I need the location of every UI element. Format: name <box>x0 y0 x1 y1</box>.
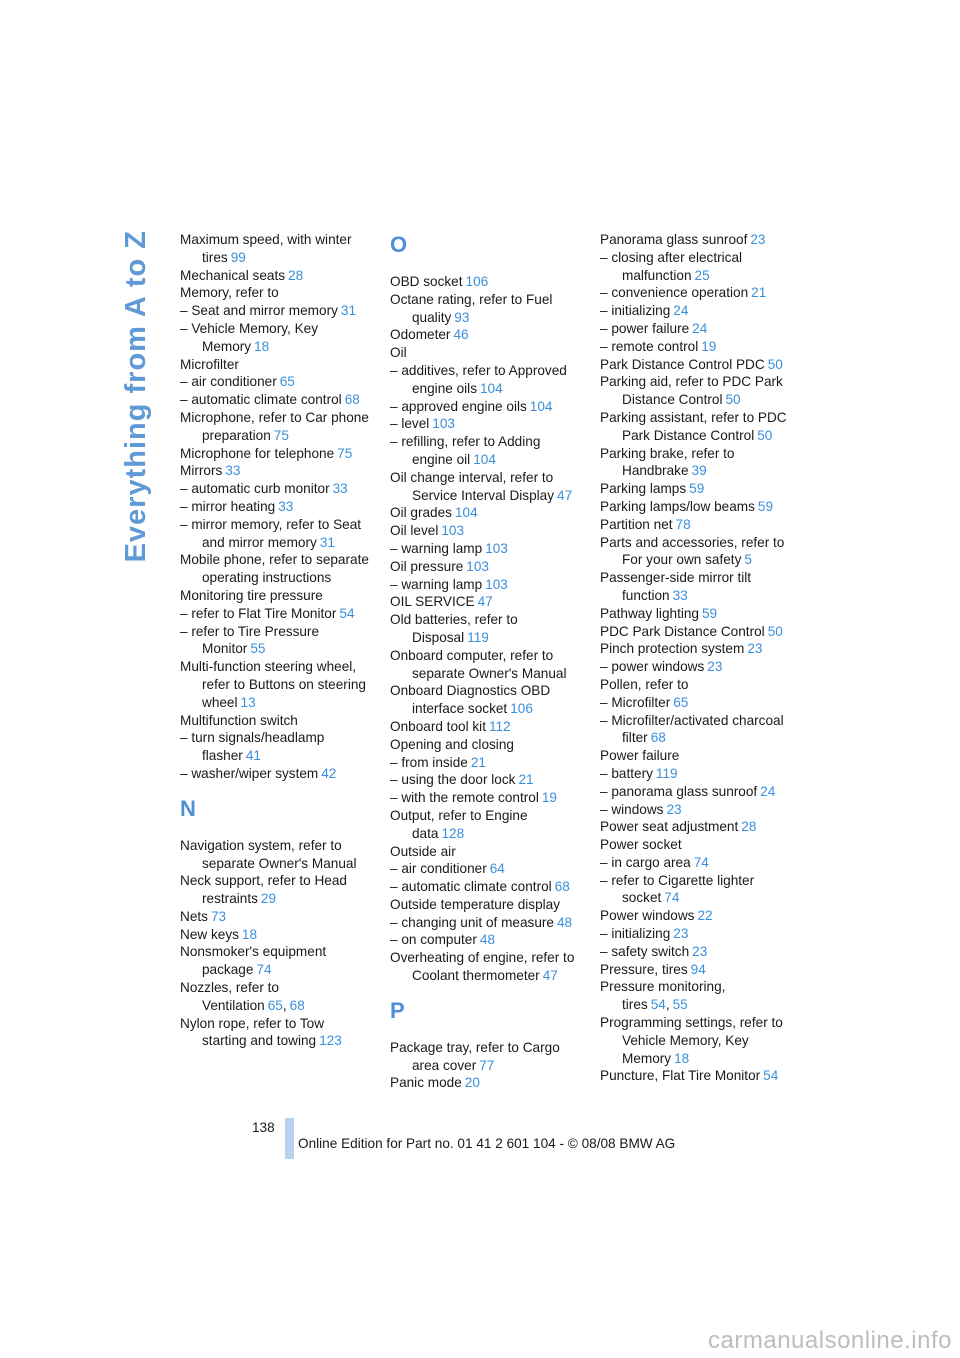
page-reference-link[interactable]: 24 <box>673 303 689 319</box>
index-entry-text: Puncture, Flat Tire Monitor <box>600 1068 761 1084</box>
page-reference-link[interactable]: 47 <box>557 487 573 503</box>
page-reference-link[interactable]: 50 <box>767 623 783 639</box>
page-reference-link[interactable]: 50 <box>725 392 741 408</box>
index-column-2 <box>390 231 580 1092</box>
page-reference-link[interactable]: 59 <box>757 498 774 514</box>
index-entry-text: – Microfilter <box>600 694 671 710</box>
index-entry <box>180 516 370 552</box>
index-entry <box>180 605 370 623</box>
index-entry <box>180 551 370 587</box>
page-reference-link[interactable]: 46 <box>453 327 469 343</box>
page-reference-link[interactable]: 23 <box>707 659 723 675</box>
index-entry-text: Multi-function steering wheel, refer to Buttons on steering wheel <box>180 659 366 710</box>
index-entry <box>180 356 370 374</box>
page-reference-link[interactable]: 42 <box>321 765 337 781</box>
index-entry <box>180 908 370 926</box>
index-entry <box>180 391 370 409</box>
index-entry <box>600 338 790 356</box>
index-entry <box>180 623 370 659</box>
index-entry-text: – initializing <box>600 303 671 319</box>
page-number: 138 <box>252 1120 275 1135</box>
page-reference-link[interactable]: 50 <box>757 427 773 443</box>
index-entry <box>180 729 370 765</box>
index-entry <box>390 415 580 433</box>
index-entry-text: Outside air <box>390 843 456 859</box>
index-entry-text: Output, refer to Engine data <box>390 807 528 841</box>
index-entry-text: Opening and closing <box>390 736 514 752</box>
index-entry <box>180 587 370 605</box>
page-reference-link[interactable]: 104 <box>473 451 496 467</box>
index-entry <box>390 647 580 683</box>
index-entry-text: – approved engine oils <box>390 398 527 414</box>
page-reference-link[interactable]: 106 <box>510 701 533 717</box>
index-entry <box>600 907 790 925</box>
index-entry-text: Monitoring tire pressure <box>180 587 323 603</box>
index-entry-text: – battery <box>600 765 653 781</box>
footer-accent-bar <box>285 1118 294 1159</box>
page-reference-link[interactable]: 119 <box>467 629 489 645</box>
index-entry <box>600 623 790 641</box>
index-entry <box>180 658 370 711</box>
index-entry <box>600 836 790 854</box>
index-entry-text: OBD socket <box>390 274 463 289</box>
page-reference-link[interactable]: 74 <box>664 890 680 906</box>
page-reference-link[interactable]: 48 <box>479 932 496 948</box>
index-entry <box>600 961 790 979</box>
index-entry <box>600 818 790 836</box>
index-entry-text: Microfilter <box>180 356 239 372</box>
index-entry <box>390 1039 580 1075</box>
index-entry-text: – mirror memory, refer to Seat and mirror memory <box>180 516 362 550</box>
index-entry-text: – warning lamp <box>390 576 483 592</box>
index-entry <box>390 576 580 594</box>
page-reference-link[interactable]: 19 <box>541 790 557 806</box>
index-entry <box>390 326 580 344</box>
index-entry-text: Mechanical seats <box>180 267 286 283</box>
index-entry <box>180 373 370 391</box>
index-entry <box>600 605 790 623</box>
index-entry <box>600 445 790 481</box>
index-entry-text: Old batteries, refer to Disposal <box>390 612 518 645</box>
index-entry-text: Package tray, refer to Cargo area cover <box>390 1039 560 1073</box>
index-entry <box>390 398 580 416</box>
index-entry-text: – automatic curb monitor <box>180 481 330 497</box>
index-entry-text: Park Distance Control PDC <box>600 356 765 372</box>
page-reference-link[interactable]: 41 <box>245 748 261 764</box>
index-entry <box>180 267 370 285</box>
index-entry-text: Parking assistant, refer to PDC Park Distance Control <box>600 409 787 443</box>
index-entry <box>390 593 580 611</box>
page-reference-link[interactable]: 23 <box>692 943 708 959</box>
index-entry <box>390 896 580 914</box>
page-reference-link[interactable]: 18 <box>241 926 258 942</box>
page-reference-link[interactable]: 33 <box>332 481 348 497</box>
index-entry-text: – automatic climate control <box>180 392 342 408</box>
index-entry-text: – warning lamp <box>390 540 483 556</box>
index-entry-text: Nonsmoker's equipment package <box>180 944 327 978</box>
index-entry-text: Pressure, tires <box>600 961 688 977</box>
index-entry-text: Parts and accessories, refer to For your own safety <box>600 534 785 568</box>
index-entry <box>390 949 580 985</box>
index-entry <box>180 1015 370 1051</box>
index-entry-text: Neck support, refer to Head restraints <box>180 873 347 907</box>
page-reference-link[interactable]: 93 <box>454 309 470 325</box>
page-reference-link[interactable]: 77 <box>479 1057 495 1073</box>
index-entry-text: Programming settings, refer to Vehicle Memory, Key Memory <box>600 1015 783 1066</box>
index-entry <box>600 712 790 748</box>
index-entry-text: – level <box>390 416 430 432</box>
index-column-1 <box>180 231 370 1050</box>
index-entry <box>600 676 790 694</box>
index-entry <box>390 789 580 807</box>
section-letter-heading: P <box>390 997 405 1023</box>
index-entry <box>180 462 370 480</box>
page-reference-link[interactable]: 54 <box>763 1068 779 1084</box>
index-entry <box>600 284 790 302</box>
index-entry-text: – additives, refer to Approved engine oils <box>390 362 567 396</box>
index-entry <box>390 344 580 362</box>
page-reference-link[interactable]: 65 <box>267 997 283 1013</box>
index-entry-text: Multifunction switch <box>180 712 298 728</box>
index-entry <box>390 611 580 647</box>
index-entry <box>600 498 790 516</box>
index-entry-text: – safety switch <box>600 943 690 959</box>
index-entry <box>600 373 790 409</box>
page-reference-link[interactable]: 21 <box>470 754 486 770</box>
index-entry: Nozzles, refer to Ventilation 65, 68 <box>180 980 305 1013</box>
index-entry: Pressure monitoring, tires 54, 55 <box>600 979 726 1013</box>
index-entry-text: – Microfilter/activated charcoal filter <box>600 712 784 746</box>
page-reference-link[interactable]: 21 <box>751 285 767 301</box>
index-entry-text: Onboard computer, refer to separate Owner's Manual <box>390 647 567 681</box>
page-reference-link[interactable]: 94 <box>690 961 706 977</box>
index-entry <box>390 771 580 789</box>
index-entry-text: – initializing <box>600 926 671 942</box>
index-column-3 <box>600 231 790 1085</box>
index-entry-text: Parking lamps/low beams <box>600 498 755 514</box>
index-entry-text: – refer to Flat Tire Monitor <box>180 605 337 621</box>
index-entry-text: Onboard tool kit <box>390 718 486 734</box>
index-entry <box>180 498 370 516</box>
index-entry-text: Parking lamps <box>600 481 687 497</box>
index-entry-text: Power seat adjustment <box>600 819 739 835</box>
page-reference-link[interactable]: 33 <box>672 587 688 603</box>
page-reference-link[interactable]: 54 <box>650 997 666 1013</box>
index-entry <box>600 356 790 374</box>
page-reference-link[interactable]: 31 <box>319 534 335 550</box>
index-entry <box>600 925 790 943</box>
page-reference-link[interactable]: 28 <box>741 819 757 835</box>
index-entry <box>390 931 580 949</box>
index-entry-text: Pathway lighting <box>600 605 699 621</box>
index-entry <box>180 320 370 356</box>
page-reference-link[interactable]: 25 <box>694 267 710 283</box>
index-entry <box>180 837 370 873</box>
index-entry <box>180 302 370 320</box>
page-reference-link[interactable]: 28 <box>288 267 304 283</box>
index-entry-text: Nylon rope, refer to Tow starting and towing <box>180 1015 325 1049</box>
index-entry-text: Navigation system, refer to separate Owner's Manual <box>180 837 357 871</box>
index-entry <box>600 320 790 338</box>
index-entry-text: New keys <box>180 926 239 942</box>
page-reference-link[interactable]: 54 <box>339 605 355 621</box>
page-reference-link[interactable]: 99 <box>230 249 246 265</box>
index-entry <box>390 1074 580 1092</box>
page-reference-link[interactable]: 47 <box>477 594 493 610</box>
index-entry <box>600 872 790 908</box>
page-reference-link[interactable]: 23 <box>747 641 763 657</box>
page-reference-link[interactable]: 104 <box>529 398 553 414</box>
index-entry-text: Nets <box>180 908 208 924</box>
section-letter-heading: O <box>390 232 408 257</box>
index-entry <box>390 914 580 932</box>
index-entry-text: Oil change interval, refer to Service Interval Display <box>390 469 555 503</box>
index-entry <box>600 658 790 676</box>
page-reference-link[interactable]: 104 <box>454 505 478 521</box>
index-entry <box>600 943 790 961</box>
index-entry <box>390 860 580 878</box>
side-title-text: Everything from A to Z <box>119 230 152 563</box>
index-entry <box>390 433 580 469</box>
page-reference-link[interactable]: 22 <box>697 908 713 924</box>
watermark: carmanualsonline.info <box>708 1327 952 1354</box>
index-entry-text: Microphone for telephone <box>180 445 335 461</box>
index-entry-text: – air conditioner <box>390 861 487 877</box>
index-entry-text: Oil <box>390 345 407 361</box>
page-reference-link[interactable]: 73 <box>210 908 227 924</box>
page-reference-link[interactable]: 19 <box>701 338 717 354</box>
index-entry <box>600 694 790 712</box>
index-entry <box>390 754 580 772</box>
index-entry-text: Onboard Diagnostics OBD interface socket <box>390 683 551 717</box>
index-entry-text: OIL SERVICE <box>390 594 475 610</box>
index-entry-text: – remote control <box>600 338 699 354</box>
index-entry-text: – Seat and mirror memory <box>180 303 338 319</box>
page-reference-link[interactable]: 103 <box>485 540 508 556</box>
page-reference-link[interactable]: 64 <box>489 861 505 877</box>
page-reference-link[interactable]: 75 <box>337 445 353 461</box>
index-entry-text: – power windows <box>600 659 705 675</box>
page-reference-link[interactable]: 68 <box>344 392 360 408</box>
index-entry-text: – power failure <box>600 320 690 336</box>
index-entry-text: Odometer <box>390 327 451 343</box>
index-entry <box>600 231 790 249</box>
index-entry-text: – mirror heating <box>180 498 276 514</box>
index-entry <box>390 362 580 398</box>
page-reference-link[interactable]: 33 <box>278 498 294 514</box>
index-entry <box>600 783 790 801</box>
index-entry <box>600 302 790 320</box>
index-entry-text: – refer to Cigarette lighter socket <box>600 872 755 906</box>
index-entry <box>180 765 370 783</box>
page-reference-link[interactable]: 18 <box>674 1050 690 1066</box>
index-entry-text: – refer to Tire Pressure Monitor <box>180 623 320 657</box>
index-entry-text: Octane rating, refer to Fuel quality <box>390 291 553 325</box>
index-entry <box>600 747 790 765</box>
index-entry <box>180 872 370 908</box>
index-entry-text: Microphone, refer to Car phone preparation <box>180 409 369 443</box>
page-reference-link[interactable]: 112 <box>488 718 511 734</box>
page-reference-link[interactable]: 55 <box>672 997 688 1013</box>
page-reference-link[interactable]: 78 <box>675 516 691 532</box>
index-entry <box>180 231 370 267</box>
page-reference-link[interactable]: 23 <box>673 926 689 942</box>
index-entry <box>180 445 370 463</box>
index-entry-text: Pinch protection system <box>600 641 745 657</box>
index-entry-text: Panic mode <box>390 1075 462 1091</box>
index-entry-text: – turn signals/headlamp flasher <box>180 730 325 764</box>
page-reference-link[interactable]: 75 <box>273 427 289 443</box>
index-entry-text: Power windows <box>600 908 695 924</box>
page-reference-link[interactable]: 65 <box>279 374 295 390</box>
page-reference-link[interactable]: 74 <box>256 962 272 978</box>
index-entry-text: – with the remote control <box>390 790 539 806</box>
index-entry-text: Panorama glass sunroof <box>600 232 748 247</box>
index-entry-text: – windows <box>600 801 664 817</box>
index-entry <box>390 291 580 327</box>
page-reference-link[interactable]: 33 <box>225 463 241 479</box>
index-entry <box>600 640 790 658</box>
index-entry-text: Outside temperature display <box>390 896 561 912</box>
page-reference-link[interactable]: 18 <box>254 338 270 354</box>
index-entry <box>600 409 790 445</box>
page-reference-link[interactable]: 13 <box>240 694 256 710</box>
index-entry-text: – on computer <box>390 932 477 948</box>
index-entry <box>390 807 580 843</box>
index-entry <box>390 469 580 505</box>
index-entry-text: Oil grades <box>390 505 452 521</box>
page-reference-link[interactable]: 103 <box>441 523 465 539</box>
index-entry-text: Pollen, refer to <box>600 676 689 692</box>
index-entry-text: Mobile phone, refer to separate operating instructions <box>180 552 369 586</box>
page-reference-link[interactable]: 24 <box>760 783 776 799</box>
index-entry <box>600 249 790 285</box>
section-letter-heading: N <box>180 795 196 821</box>
index-entry-text: – panorama glass sunroof <box>600 783 758 799</box>
index-entry <box>390 682 580 718</box>
index-entry <box>390 736 580 754</box>
page-reference-link[interactable]: 68 <box>289 997 305 1013</box>
index-entry <box>180 480 370 498</box>
index-entry-text: Memory, refer to <box>180 285 279 301</box>
page-reference-link[interactable]: 24 <box>692 320 708 336</box>
index-entry <box>390 718 580 736</box>
index-entry-text: – closing after electrical malfunction <box>600 249 743 283</box>
page-reference-link[interactable]: 50 <box>767 356 783 372</box>
index-entry-text: – changing unit of measure <box>390 914 554 930</box>
index-entry <box>180 284 370 302</box>
index-entry-text: Parking brake, refer to Handbrake <box>600 445 735 479</box>
page-reference-link[interactable]: 21 <box>518 772 534 788</box>
page-reference-link[interactable]: 29 <box>260 891 277 907</box>
page-reference-link[interactable]: 55 <box>250 641 266 657</box>
page-reference-link[interactable]: 68 <box>554 879 570 895</box>
index-entry-text: Partition net <box>600 516 673 532</box>
index-entry <box>600 516 790 534</box>
page-reference-link[interactable]: 104 <box>480 380 503 396</box>
index-entry-text: Oil pressure <box>390 558 464 574</box>
index-entry-text: – from inside <box>390 754 468 770</box>
page-reference-link[interactable]: 48 <box>557 914 573 930</box>
index-entry <box>390 504 580 522</box>
index-entry-text: – Vehicle Memory, Key Memory <box>180 320 319 354</box>
section-side-title <box>118 230 154 563</box>
index-entry <box>600 569 790 605</box>
page-reference-link[interactable]: 39 <box>691 463 707 479</box>
index-entry <box>390 273 580 291</box>
page-reference-link[interactable]: 68 <box>650 730 666 746</box>
index-entry-text: – in cargo area <box>600 854 691 870</box>
index-entry-text: – convenience operation <box>600 285 749 301</box>
page-reference-link[interactable]: 128 <box>441 825 465 841</box>
index-entry <box>390 522 580 540</box>
page-reference-link[interactable]: 5 <box>744 552 752 568</box>
index-entry <box>180 409 370 445</box>
index-entry <box>600 801 790 819</box>
page-reference-link[interactable]: 123 <box>319 1033 342 1049</box>
index-entry <box>600 854 790 872</box>
page-reference-link[interactable]: 103 <box>466 558 489 574</box>
edition-footer: Online Edition for Part no. 01 41 2 601 104 - © 08/08 BMW AG <box>298 1136 676 1151</box>
page-reference-link[interactable]: 119 <box>655 765 678 781</box>
page-reference-link[interactable]: 23 <box>750 232 766 247</box>
index-entry <box>600 480 790 498</box>
index-entry-text: – refilling, refer to Adding engine oil <box>390 434 541 467</box>
index-entry <box>600 534 790 570</box>
index-entry-text: – air conditioner <box>180 374 277 390</box>
page-reference-link[interactable]: 31 <box>340 303 357 319</box>
index-entry-text: Oil level <box>390 523 439 539</box>
index-entry <box>600 1014 790 1067</box>
page-reference-link[interactable]: 106 <box>465 274 489 289</box>
index-entry <box>180 712 370 730</box>
page-reference-link[interactable]: 59 <box>689 481 705 497</box>
index-entry-text: Overheating of engine, refer to Coolant thermometer <box>390 950 575 984</box>
page-reference-link[interactable]: 47 <box>542 968 558 984</box>
index-entry <box>600 1067 790 1085</box>
page-reference-link[interactable]: 65 <box>673 694 689 710</box>
index-entry-text: Maximum speed, with winter tires <box>180 232 352 265</box>
index-entry <box>390 540 580 558</box>
index-entry-text: Mirrors <box>180 463 223 479</box>
index-entry-text: – washer/wiper system <box>180 765 319 781</box>
page-reference-link[interactable]: 103 <box>485 576 508 592</box>
index-entry-text: Nozzles, refer to Ventilation <box>180 980 279 1013</box>
page-reference-link[interactable]: 23 <box>666 801 682 817</box>
index-entry <box>600 765 790 783</box>
page-reference-link[interactable]: 59 <box>702 605 718 621</box>
index-entry-text: – using the door lock <box>390 772 516 788</box>
index-entry-text: Parking aid, refer to PDC Park Distance Control <box>600 374 783 408</box>
index-entry-text: – automatic climate control <box>390 879 552 895</box>
index-entry-text: PDC Park Distance Control <box>600 623 765 639</box>
index-entry-text: Pressure monitoring, tires <box>600 979 726 1013</box>
index-entry <box>180 926 370 944</box>
page-reference-link[interactable]: 103 <box>432 416 455 432</box>
index-entry-text: Passenger-side mirror tilt function <box>600 570 752 603</box>
index-entry-text: Power failure <box>600 748 680 764</box>
index-entry <box>180 943 370 979</box>
index-entry-text: Power socket <box>600 837 682 853</box>
index-entry <box>390 558 580 576</box>
index-entry <box>390 843 580 861</box>
page-reference-link[interactable]: 20 <box>464 1075 480 1091</box>
page-reference-link[interactable]: 74 <box>693 854 709 870</box>
index-entry <box>390 878 580 896</box>
